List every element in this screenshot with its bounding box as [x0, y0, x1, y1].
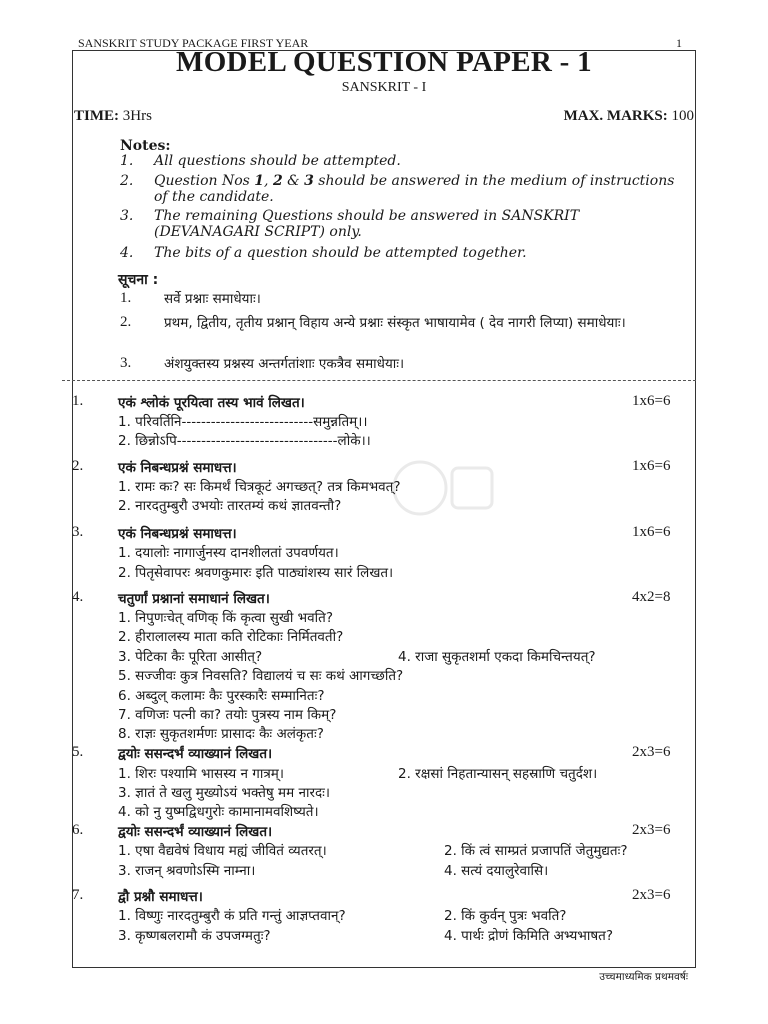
question-line: 2. किं कुर्वन् पुत्रः भवति? — [444, 908, 567, 924]
question-title: एकं श्लोकं पूरयित्वा तस्य भावं लिखत। — [118, 395, 305, 411]
section-divider — [62, 380, 696, 381]
time-info — [74, 108, 152, 125]
question-number: 2. — [72, 458, 84, 474]
note-item: 2. Question Nos 1, 2 & 3 should be answered in the medium of instructions of the candidate. — [120, 173, 675, 205]
note-item: 1. All questions should be attempted. — [120, 153, 401, 169]
question-line: 1. विष्णुः नारदतुम्बुरौ कं प्रति गन्तुं आज्ञप्तवान्? — [118, 908, 346, 924]
time-value: 3Hrs — [122, 108, 152, 124]
question-line: 1. दयालोः नागार्जुनस्य दानशीलतां उपवर्णयत। — [118, 545, 339, 561]
watermark-logo — [390, 458, 500, 518]
question-line: 1. निपुणःचेत् वणिक् किं कृत्वा सुखी भवति? — [118, 610, 334, 626]
question-line: 7. वणिजः पत्नी का? तयोः पुत्रस्य नाम किम्? — [118, 707, 337, 723]
question-title: चतुर्णां प्रश्नानां समाधानं लिखत। — [118, 591, 270, 607]
marks-label: MAX. MARKS: — [563, 108, 668, 124]
question-line: 1. परिवर्तिनि---------------------------समुन्नतिम्।। — [118, 414, 368, 430]
question-line: 8. राज्ञः सुकृतशर्मणः प्रासादः कैः अलंकृतः? — [118, 726, 324, 742]
question-number: 7. — [72, 887, 84, 903]
question-marks: 4x2=8 — [632, 589, 671, 605]
question-line: 1. एषा वैद्यवेषं विधाय मह्यं जीवितं व्यतरत्। — [118, 843, 327, 859]
question-marks: 1x6=6 — [632, 393, 671, 409]
marks-value: 100 — [671, 108, 694, 124]
footer-text: उच्चमाध्यमिक प्रथमवर्षः — [599, 971, 688, 983]
question-line: 3. पेटिका कैः पूरिता आसीत्? — [118, 649, 263, 665]
question-number: 4. — [72, 589, 84, 605]
time-label: TIME: — [74, 108, 119, 124]
question-marks: 2x3=6 — [632, 744, 671, 760]
question-line: 1. रामः कः? सः किमर्थं चित्रकूटं अगच्छत्? तत्र किमभवत्? — [118, 479, 401, 495]
suchana-item: 1. सर्वे प्रश्नाः समाधेयाः। — [120, 290, 261, 307]
question-line: 2. हीरालालस्य माता कति रोटिकाः निर्मितवती? — [118, 629, 344, 645]
question-marks: 2x3=6 — [632, 822, 671, 838]
suchana-item: 3. अंशयुक्तस्य प्रश्नस्य अन्तर्गतांशाः एकत्रैव समाधेयाः। — [120, 355, 405, 372]
package-name: SANSKRIT STUDY PACKAGE FIRST YEAR — [78, 36, 309, 50]
question-marks: 1x6=6 — [632, 524, 671, 540]
question-line: 2. किं त्वं साम्प्रतं प्रजापतिं जेतुमुद्यतः? — [444, 843, 628, 859]
question-title: एकं निबन्धप्रश्नं समाधत्त। — [118, 526, 237, 542]
question-line: 2. छिन्नोऽपि---------------------------------लोके।। — [118, 433, 371, 449]
note-item: 4. The bits of a question should be attempted together. — [120, 245, 527, 261]
question-line: 4. सत्यं दयालुरेवासि। — [444, 863, 549, 879]
question-marks: 2x3=6 — [632, 887, 671, 903]
question-number: 1. — [72, 393, 84, 409]
question-line: 4. को नु युष्मद्विधगुरोः कामानामवशिष्यते। — [118, 804, 319, 820]
question-line: 2. नारदतुम्बुरौ उभयोः तारतम्यं कथं ज्ञातवन्तौ? — [118, 498, 342, 514]
question-line: 2. रक्षसां निहतान्यासन् सहस्राणि चतुर्दश। — [398, 766, 598, 782]
question-line: 3. ज्ञातं ते खलु मुख्योऽयं भक्तेषु मम नारदः। — [118, 785, 330, 801]
question-title: द्वयोः ससन्दर्भं व्याख्यानं लिखत। — [118, 824, 273, 840]
paper-title: MODEL QUESTION PAPER - 1 — [176, 46, 592, 78]
notes-title: Notes: — [120, 138, 171, 154]
note-item: 3. The remaining Questions should be answered in SANSKRIT (DEVANAGARI SCRIPT) only. — [120, 208, 580, 240]
question-line: 5. सज्जीवः कुत्र निवसति? विद्यालयं च सः कथं आगच्छति? — [118, 668, 404, 684]
question-number: 6. — [72, 822, 84, 838]
question-marks: 1x6=6 — [632, 458, 671, 474]
question-number: 5. — [72, 744, 84, 760]
page-number: 1 — [676, 36, 682, 50]
question-number: 3. — [72, 524, 84, 540]
suchana-title: सूचना : — [118, 272, 159, 288]
max-marks-info — [564, 108, 694, 125]
suchana-item: 2. प्रथम, द्वितीय, तृतीय प्रश्नान् विहाय अन्ये प्रश्नाः संस्कृत भाषायामेव ( देव नागरी लिप्या) समाधेयाः। — [120, 314, 626, 331]
question-line: 4. पार्थः द्रोणं किमिति अभ्यभाषत? — [444, 928, 614, 944]
question-title: द्वौ प्रश्नौ समाधत्त। — [118, 889, 203, 905]
question-line: 2. पितृसेवापरः श्रवणकुमारः इति पाठ्यांशस्य सारं लिखत। — [118, 565, 394, 581]
question-line: 6. अब्दुल् कलामः कैः पुरस्कारैः सम्मानितः? — [118, 688, 325, 704]
question-title: एकं निबन्धप्रश्नं समाधत्त। — [118, 460, 237, 476]
question-title: द्वयोः ससन्दर्भं व्याख्यानं लिखत। — [118, 746, 273, 762]
question-line: 3. राजन् श्रवणोऽस्मि नाम्ना। — [118, 863, 256, 879]
paper-subject: SANSKRIT - I — [341, 80, 427, 95]
question-line: 1. शिरः पश्यामि भासस्य न गात्रम्। — [118, 766, 284, 782]
question-line: 3. कृष्णबलरामौ कं उपजग्मतुः? — [118, 928, 271, 944]
question-line: 4. राजा सुकृतशर्मा एकदा किमचिन्तयत्? — [398, 649, 596, 665]
